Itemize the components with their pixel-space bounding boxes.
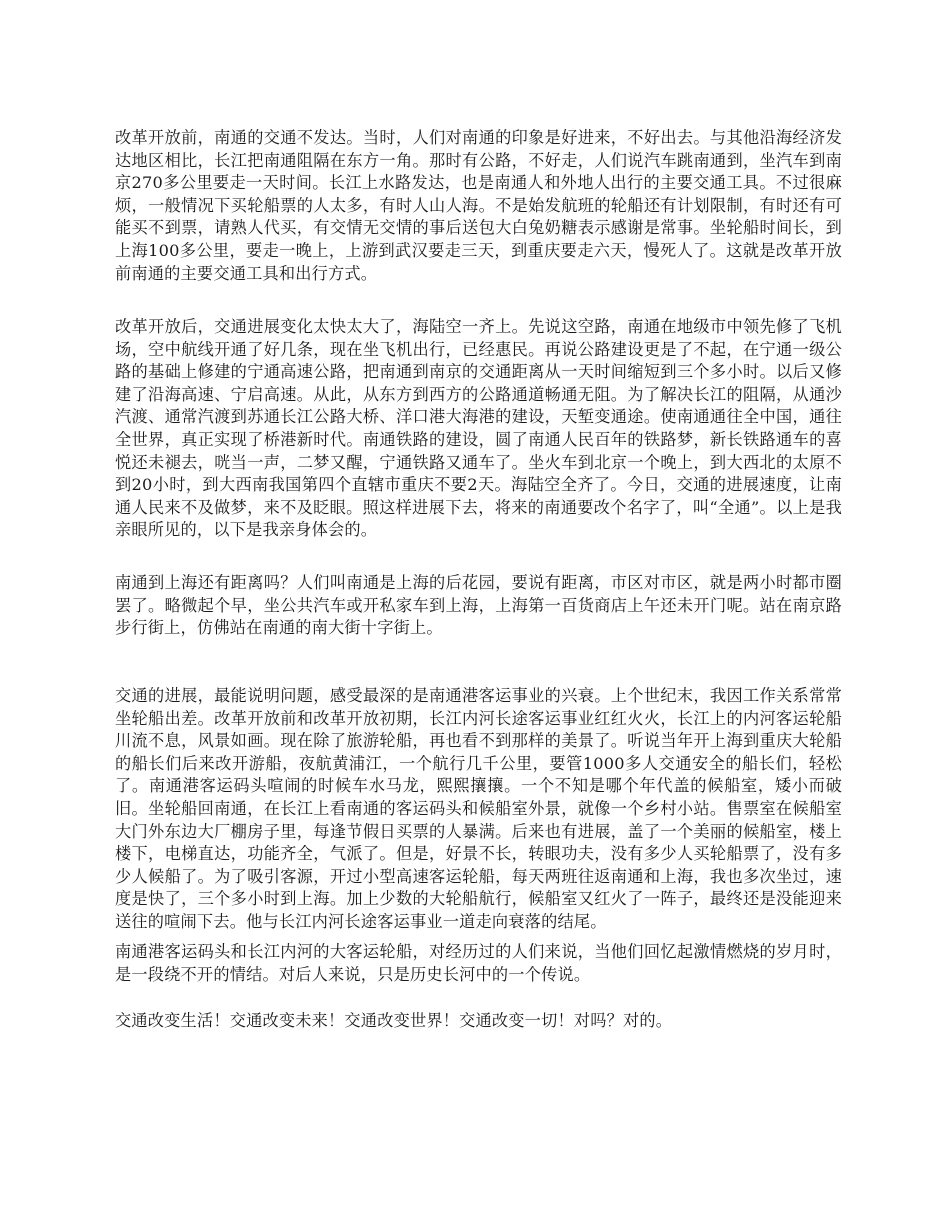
paragraph-port-history	[115, 685, 842, 934]
paragraph-text: 交通改变生活！交通改变未来！交通改变世界！交通改变一切！对吗？对的。	[115, 1011, 673, 1030]
paragraph-text: 南通港客运码头和长江内河的大客运轮船，对经历过的人们来说，当他们回忆起激情燃烧的岁月时，是一段绕不开的情结。对后人来说，只是历史长河中的一个传说。	[115, 942, 842, 984]
paragraph-text: 改革开放后，交通进展变化太快太大了，海陆空一齐上。先说这空路，南通在地级市中领先修了飞机场，空中航线开通了好几条，现在坐飞机出行，已经惠民。再说公路建设更是了不起，在宁通一级公路的基础上修建的宁通高速公路，把南通到南京的交通距离从一天时间缩短到三个多小时。以后又修建了沿海高速、宁启高速。从此，从东方到西方的公路通道畅通无阻。为了解决长江的阻隔，从通沙汽渡、通常汽渡到苏通长江公路大桥、洋口港大海港的建设，天堑变通途。使南通通往全中国，通往全世界，真正实现了桥港新时代。南通铁路的建设，圆了南通人民百年的铁路梦，新长铁路通车的喜悦还未褪去，咣当一声，二梦又醒，宁通铁路又通车了。坐火车到北京一个晚上，到大西北的太原不到20小时，到大西南我国第四个直辖市重庆不要2天。海陆空全齐了。今日，交通的进展速度，让南通人民来不及做梦，来不及眨眼。照这样进展下去，将来的南通要改个名字了，叫“全通”。以上是我亲眼所见的，以下是我亲身体会的。	[115, 317, 842, 540]
paragraph-after-reform	[115, 316, 842, 542]
paragraph-text: 改革开放前，南通的交通不发达。当时，人们对南通的印象是好进来，不好出去。与其他沿海经济发达地区相比，长江把南通阻隔在东方一角。那时有公路，不好走，人们说汽车跳南通到，坐汽车到南京270多公里要走一天时间。长江上水路发达，也是南通人和外地人出行的主要交通工具。不过很麻烦，一般情况下买轮船票的人太多，有时人山人海。不是始发航班的轮船还有计划限制，有时还有可能买不到票，请熟人代买，有交情无交情的事后送包大白兔奶糖表示感谢是常事。坐轮船时间长，到上海100多公里，要走一晚上，上游到武汉要走三天，到重庆要走六天，慢死人了。这就是改革开放前南通的主要交通工具和出行方式。	[115, 128, 842, 283]
paragraph-conclusion	[115, 1010, 842, 1033]
paragraph-text: 南通到上海还有距离吗？人们叫南通是上海的后花园，要说有距离，市区对市区，就是两小时都市圈罢了。略微起个早，坐公共汽车或开私家车到上海，上海第一百货商店上午还未开门呢。站在南京路步行街上，仿佛站在南通的南大街十字街上。	[115, 573, 842, 638]
paragraph-before-reform	[115, 127, 842, 285]
paragraph-text: 交通的进展，最能说明问题，感受最深的是南通港客运事业的兴衰。上个世纪末，我因工作关系常常坐轮船出差。改革开放前和改革开放初期，长江内河长途客运事业红红火火，长江上的内河客运轮船川流不息，风景如画。现在除了旅游轮船，再也看不到那样的美景了。听说当年开上海到重庆大轮船的船长们后来改开游船，夜航黄浦江，一个航行几千公里，要管1000多人交通安全的船长们，轻松了。南通港客运码头喧闹的时候车水马龙，熙熙攘攘。一个不知是哪个年代盖的候船室，矮小而破旧。坐轮船回南通，在长江上看南通的客运码头和候船室外景，就像一个乡村小站。售票室在候船室大门外东边大厂棚房子里，每逢节假日买票的人暴满。后来也有进展，盖了一个美丽的候船室，楼上楼下，电梯直达，功能齐全，气派了。但是，好景不长，转眼功夫，没有多少人买轮船票了，没有多少人候船了。为了吸引客源，开过小型高速客运轮船，每天两班往返南通和上海，我也多次坐过，速度是快了，三个多小时到上海。加上少数的大轮船航行，候船室又红火了一阵子，最终还是没能迎来送往的喧闹下去。他与长江内河长途客运事业一道走向衰落的结尾。	[115, 686, 842, 931]
paragraph-shanghai-distance	[115, 572, 842, 640]
paragraph-memories	[115, 941, 842, 986]
